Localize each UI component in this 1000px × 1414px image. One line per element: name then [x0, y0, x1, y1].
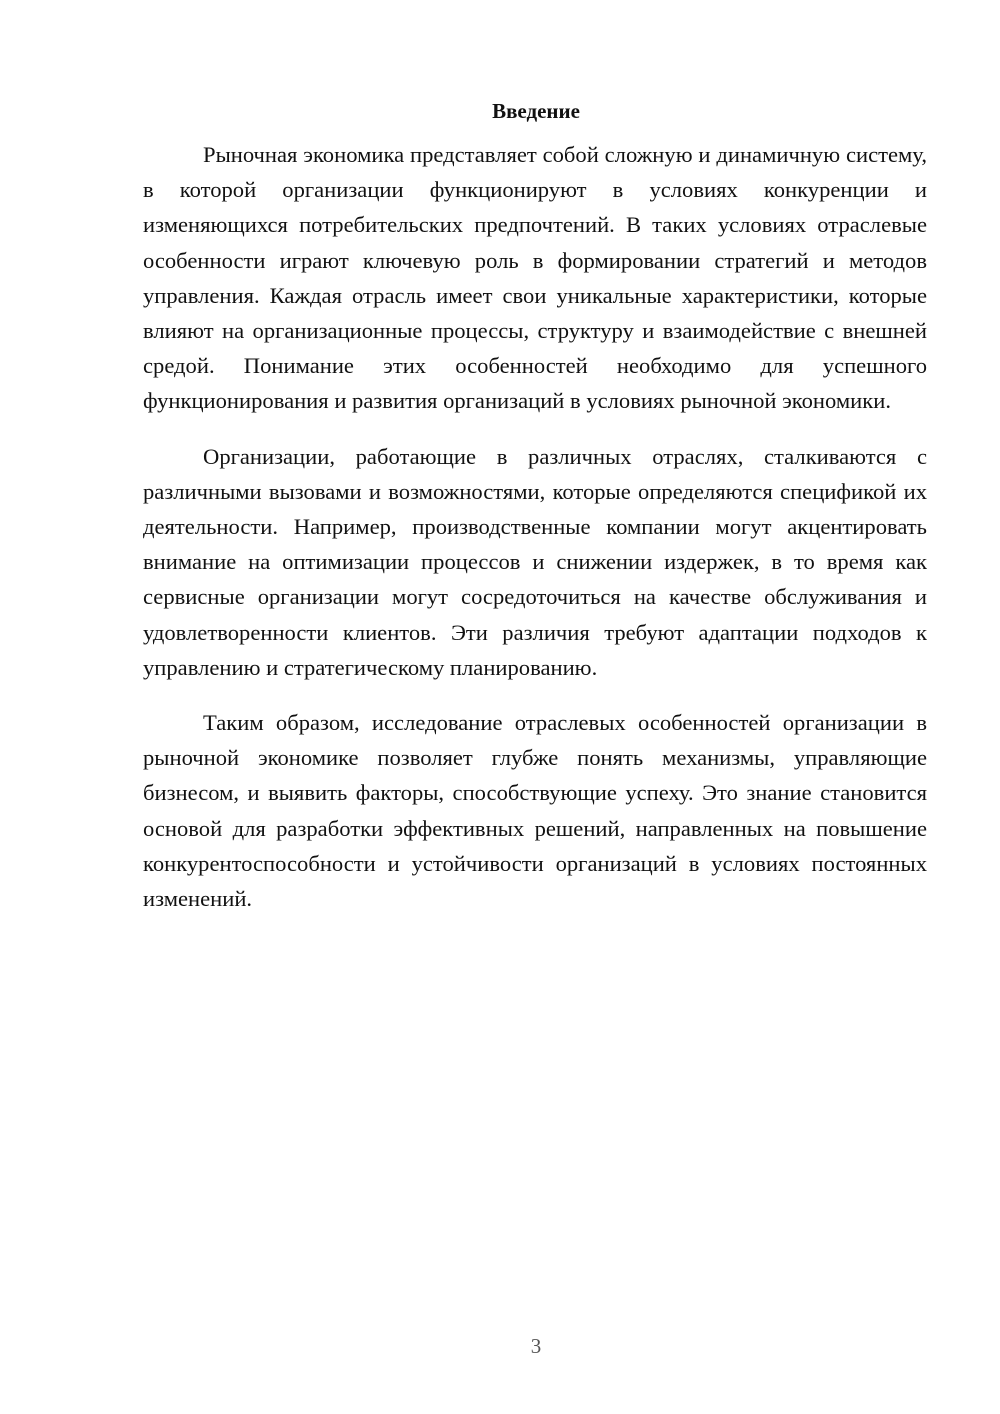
paragraph-2: Организации, работающие в различных отраслях, сталкиваются с различными вызовами и возможностями, которые определяются спецификой их деятельности. Например, производственные компании могут акцентировать внимание на оптимизации процессов и снижении издержек, в то время как сервисные организации могут сосредоточиться на качестве обслуживания и удовлетворенности клиентов. Эти различия требуют адаптации подходов к управлению и стратегическому планированию. [143, 443, 927, 680]
paragraph-1: Рыночная экономика представляет собой сложную и динамичную систему, в которой организации функционируют в условиях конкуренции и изменяющихся потребительских предпочтений. В таких условиях отраслевые особенности играют ключевую роль в формировании стратегий и методов управления. Каждая отрасль имеет свои уникальные характеристики, которые влияют на организационные процессы, структуру и взаимодействие с внешней средой. Понимание этих особенностей необходимо для успешного функционирования и развития организаций в условиях рыночной экономики. [143, 142, 927, 414]
paragraph-3: Таким образом, исследование отраслевых особенностей организации в рыночной экономике позволяет глубже понять механизмы, управляющие бизнесом, и выявить факторы, способствующие успеху. Это знание становится основой для разработки эффективных решений, направленных на повышение конкурентоспособности и устойчивости организаций в условиях постоянных изменений. [143, 710, 927, 912]
section-title: Введение [492, 99, 580, 123]
page-content [143, 96, 927, 936]
page-number: 3 [530, 1334, 542, 1358]
